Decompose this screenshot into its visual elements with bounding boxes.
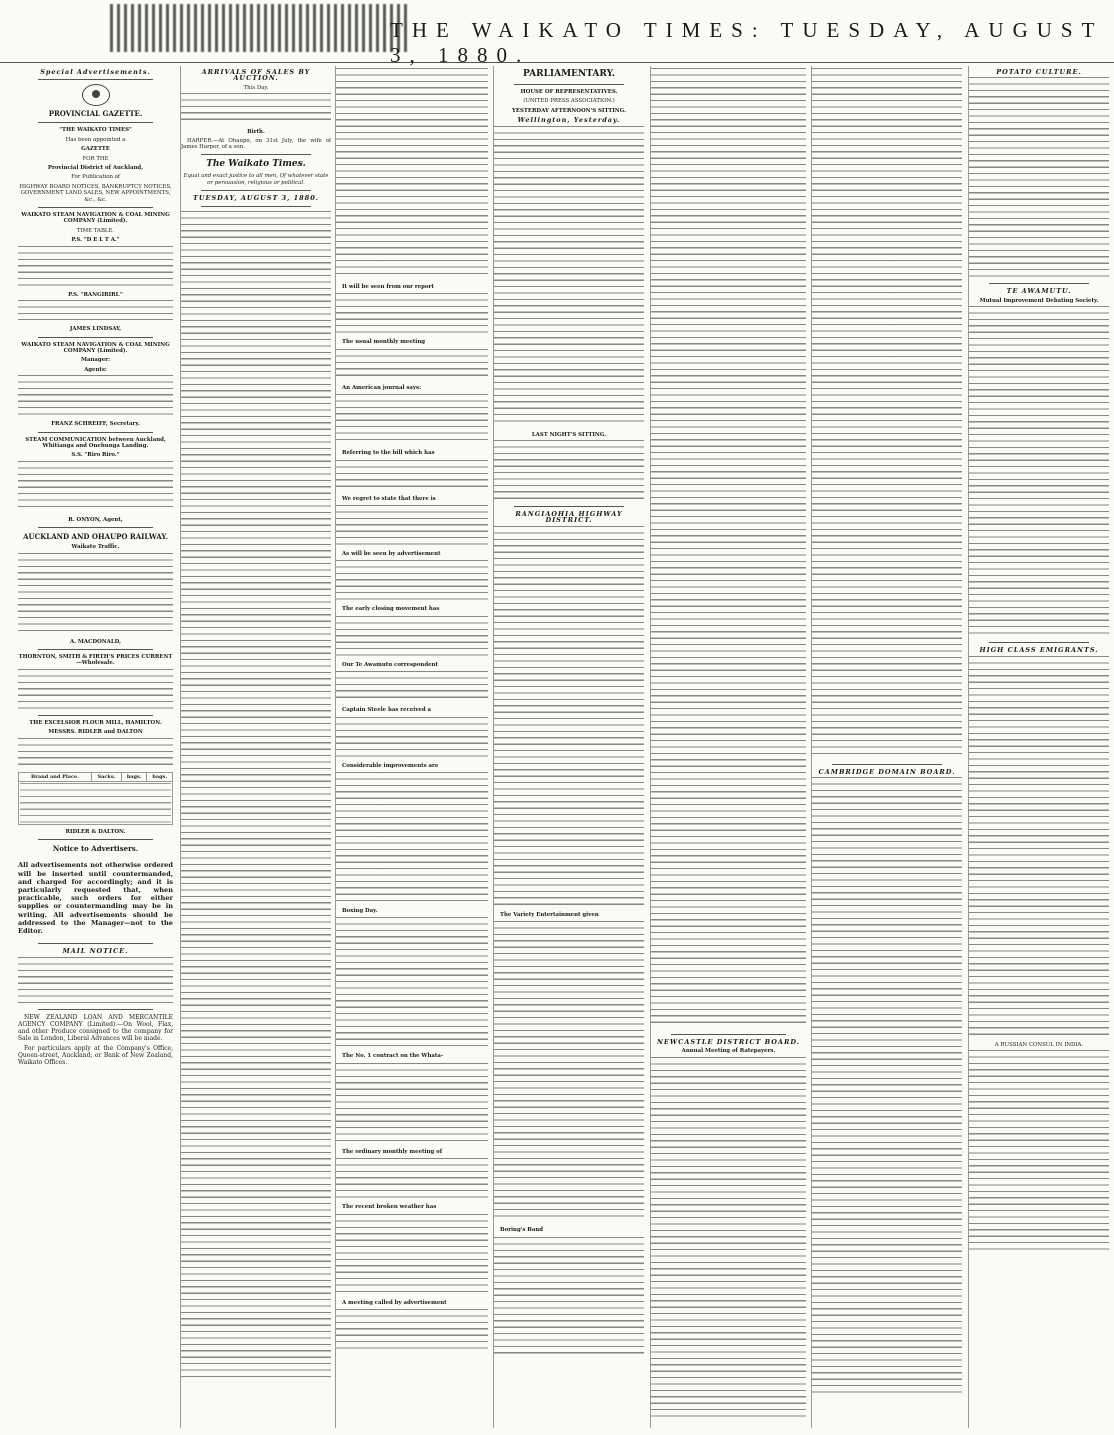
- divider: [514, 84, 624, 85]
- text-block: [969, 306, 1109, 636]
- item-lead: Boring's Band: [500, 1227, 544, 1234]
- has-been: Has been appointed a: [65, 136, 126, 143]
- text-block: [18, 957, 173, 1003]
- item-lead: As will be seen by advertisement: [342, 551, 441, 558]
- text-block: [18, 553, 173, 633]
- divider: [38, 649, 153, 650]
- item-lead: Captain Steele has received a: [342, 707, 432, 714]
- text-block: [336, 772, 488, 902]
- item-lead: It will be seen from our report: [342, 284, 434, 290]
- text-block: [336, 671, 488, 701]
- text-block: [18, 738, 173, 766]
- divider: [201, 154, 311, 155]
- editorial-text: [181, 211, 331, 1381]
- column-5: [650, 66, 806, 1428]
- item-lead: The usual monthly meeting: [342, 339, 426, 346]
- text-block: [336, 1158, 488, 1198]
- text-block: [494, 921, 644, 1221]
- potato-heading: POTATO CULTURE.: [996, 68, 1082, 76]
- time-table: TIME TABLE.: [76, 227, 115, 234]
- this-day: This Day.: [243, 84, 269, 91]
- text-block: [494, 526, 644, 906]
- text-block: [336, 68, 488, 278]
- text-block: [181, 93, 331, 123]
- column-3: [335, 66, 488, 1428]
- delta: P.S. "D E L T A.": [71, 237, 120, 244]
- divider: [989, 642, 1089, 643]
- text-block: [336, 717, 488, 757]
- rangiaohia-heading: RANGIAOHIA HIGHWAY DISTRICT.: [515, 510, 623, 525]
- item-lead: Considerable improvements are: [342, 762, 439, 769]
- item-lead: An American journal says:: [342, 384, 422, 391]
- birth-heading: Birth.: [247, 129, 265, 136]
- notices-list: HIGHWAY BOARD NOTICES, BANKRUPTCY NOTICES, GOVERNMENT LAND SALES, NEW APPOINTMENTS, &c., &c.: [19, 183, 172, 203]
- price-table: [18, 772, 173, 825]
- text-block: [494, 126, 644, 426]
- item-lead: A meeting called by advertisement: [342, 1299, 447, 1306]
- manager: Manager:: [81, 357, 110, 364]
- text-block: [969, 656, 1109, 1036]
- item-lead: Referring to the bill which has: [342, 450, 435, 457]
- text-block: [336, 394, 488, 444]
- masthead-title: THE WAIKATO TIMES: TUESDAY, AUGUST 3, 1880.: [390, 18, 1104, 67]
- text-block: [336, 293, 488, 333]
- arrivals-heading: ARRIVALS OF SALES BY AUCTION.: [201, 68, 311, 83]
- gazette-word: GAZETTE: [81, 146, 110, 153]
- item-lead: The recent broken weather has: [342, 1204, 437, 1211]
- notice-advertisers-heading: Notice to Advertisers.: [52, 844, 139, 854]
- text-block: [336, 616, 488, 656]
- te-awamutu-heading: TE AWAMUTU.: [1006, 287, 1072, 296]
- text-block: [969, 1050, 1109, 1250]
- divider: [989, 283, 1089, 284]
- text-block: [336, 460, 488, 490]
- column-1: [18, 66, 173, 1428]
- russian-consul: A RUSSIAN CONSUL IN INDIA.: [994, 1041, 1084, 1048]
- text-block: [494, 1237, 644, 1357]
- text-block: [812, 777, 962, 1397]
- text-block: [18, 669, 173, 709]
- text-block: [494, 440, 644, 500]
- divider: [38, 1009, 153, 1010]
- divider: [38, 943, 153, 944]
- divider: [38, 122, 153, 123]
- schreiff: FRANZ SCHREIFF, Secretary.: [51, 421, 140, 428]
- divider: [514, 506, 624, 507]
- item-lead: Boxing Day.: [342, 908, 378, 915]
- issue-date: TUESDAY, AUGUST 3, 1880.: [193, 194, 319, 203]
- steam-company: WAIKATO STEAM NAVIGATION & COAL MINING COMPANY (Limited).: [21, 212, 170, 225]
- divider: [671, 1034, 786, 1035]
- macdonald: A. MACDONALD,: [69, 638, 121, 645]
- masthead: [0, 0, 1114, 67]
- text-block: [18, 246, 173, 286]
- divider: [201, 206, 311, 207]
- mutual-improvement: Mutual Improvement Debating Society.: [979, 297, 1099, 304]
- times-appointed: "THE WAIKATO TIMES": [59, 127, 132, 134]
- item-lead: The Variety Entertainment given: [500, 911, 599, 918]
- text-block: [336, 917, 488, 1047]
- divider: [38, 432, 153, 433]
- cambridge-heading: CAMBRIDGE DOMAIN BOARD.: [818, 768, 956, 776]
- divider: [38, 207, 153, 208]
- text-block: [18, 461, 173, 511]
- lindsay: JAMES LINDSAY,: [69, 326, 122, 333]
- item-lead: The ordinary monthly meeting of: [342, 1148, 443, 1155]
- emigrants-heading: HIGH CLASS EMIGRANTS.: [979, 646, 1099, 655]
- text-block: [336, 1309, 488, 1349]
- text-block: [812, 68, 962, 758]
- birth-text: HARPER.—At Ohaupo, on 31st July, the wife of James Harper, of a son.: [181, 137, 331, 151]
- thornton: THORNTON, SMITH & FIRTH'S PRICES CURRENT—Wholesale.: [18, 653, 173, 667]
- for-the: FOR THE: [82, 155, 109, 162]
- parliamentary-heading: PARLIAMENTARY.: [523, 69, 615, 79]
- motto: Equal and exact justice to all men, Of whatever state or persuasion, religious or political.: [183, 173, 329, 186]
- coat-of-arms-icon: [82, 84, 110, 106]
- gazette-heading: PROVINCIAL GAZETTE.: [48, 109, 143, 119]
- divider: [832, 764, 942, 765]
- steam-communication: STEAM COMMUNICATION between Auckland, Whitianga and Onehunga Landing.: [25, 436, 166, 449]
- notice-advertisers-text: All advertisements not otherwise ordered will be inserted until countermanded, and charged for accordingly; and it is particularly requested that, when practicable, such orders for either supplies or countermanding may be in writing. All advertisements should be addressed to the Manager—not to the Editor.: [18, 861, 173, 936]
- text-block: [336, 349, 488, 379]
- steam-company-2: WAIKATO STEAM NAVIGATION & COAL MINING COMPANY (Limited).: [21, 341, 170, 354]
- text-block: [651, 1057, 806, 1417]
- text-block: [336, 560, 488, 600]
- last-night-sitting: LAST NIGHT'S SITTING.: [531, 431, 607, 438]
- divider: [38, 79, 153, 80]
- table-header: bags.: [121, 772, 147, 781]
- divider: [38, 337, 153, 338]
- ridler-dalton: RIDLER & DALTON.: [65, 829, 126, 835]
- column-6: [811, 66, 962, 1428]
- divider: [38, 715, 153, 716]
- agents: Agents:: [84, 366, 107, 373]
- item-lead: Our Te Awamutu correspondent: [342, 661, 438, 668]
- nz-loan-2: For particulars apply at the Company's Office, Queen-street, Auckland; or Bank of New Zealand, Waikato Offices.: [18, 1044, 173, 1066]
- table-rows: [20, 783, 171, 823]
- mail-notice: MAIL NOTICE.: [62, 947, 129, 956]
- district: Provincial District of Auckland,: [47, 165, 144, 172]
- annual-meeting: Annual Meeting of Ratepayers.: [681, 1048, 776, 1055]
- house-heading: HOUSE OF REPRESENTATIVES.: [520, 89, 618, 95]
- text-block: [18, 300, 173, 320]
- text-block: [336, 1214, 488, 1294]
- publication: For Publication of: [71, 174, 120, 181]
- divider: [38, 527, 153, 528]
- text-block: [336, 1063, 488, 1143]
- divider: [201, 190, 311, 191]
- railway-heading: AUCKLAND AND OHAUPO RAILWAY.: [23, 532, 168, 542]
- item-lead: The No. 1 contract on the Whata-: [342, 1053, 444, 1060]
- item-lead: We regret to state that there is: [342, 495, 436, 502]
- item-lead: The early closing movement has: [342, 606, 440, 613]
- newspaper-flag: The Waikato Times.: [206, 159, 306, 170]
- text-block: [18, 375, 173, 415]
- masthead-decoration: [110, 4, 410, 52]
- newcastle-heading: NEWCASTLE DISTRICT BOARD.: [656, 1038, 801, 1046]
- text-block: [336, 505, 488, 545]
- riro: S.S. "Riro Riro.": [71, 452, 120, 459]
- table-header: Sacks.: [92, 772, 122, 781]
- onyon: R. ONYON, Agent,: [68, 516, 123, 523]
- ridler: MESSRS. RIDLER and DALTON: [48, 729, 143, 736]
- column-2: [180, 66, 331, 1428]
- press-association: (UNITED PRESS ASSOCIATION.): [523, 98, 615, 105]
- traffic: Waikato Traffic.: [71, 544, 120, 551]
- column-7: [968, 66, 1109, 1428]
- column-4: [493, 66, 644, 1428]
- divider: [38, 839, 153, 840]
- special-ads-heading: Special Advertisements.: [40, 68, 151, 76]
- table-header: bags.: [147, 772, 173, 781]
- table-header: Brand and Place.: [19, 772, 92, 781]
- nz-loan: NEW ZEALAND LOAN AND MERCANTILE AGENCY COMPANY (Limited).—On Wool, Flax, and other Produce consigned to the company for Sale in London, Liberal Advances will be made.: [18, 1013, 173, 1042]
- rangiriri: P.S. "RANGIRIRI.": [68, 291, 123, 298]
- excelsior: THE EXCELSIOR FLOUR MILL, HAMILTON.: [29, 719, 162, 726]
- yesterday-sitting: YESTERDAY AFTERNOON'S SITTING.: [511, 107, 627, 114]
- text-block: [651, 68, 806, 1028]
- text-block: [969, 77, 1109, 277]
- wellington-dateline: Wellington, Yesterday.: [517, 116, 621, 125]
